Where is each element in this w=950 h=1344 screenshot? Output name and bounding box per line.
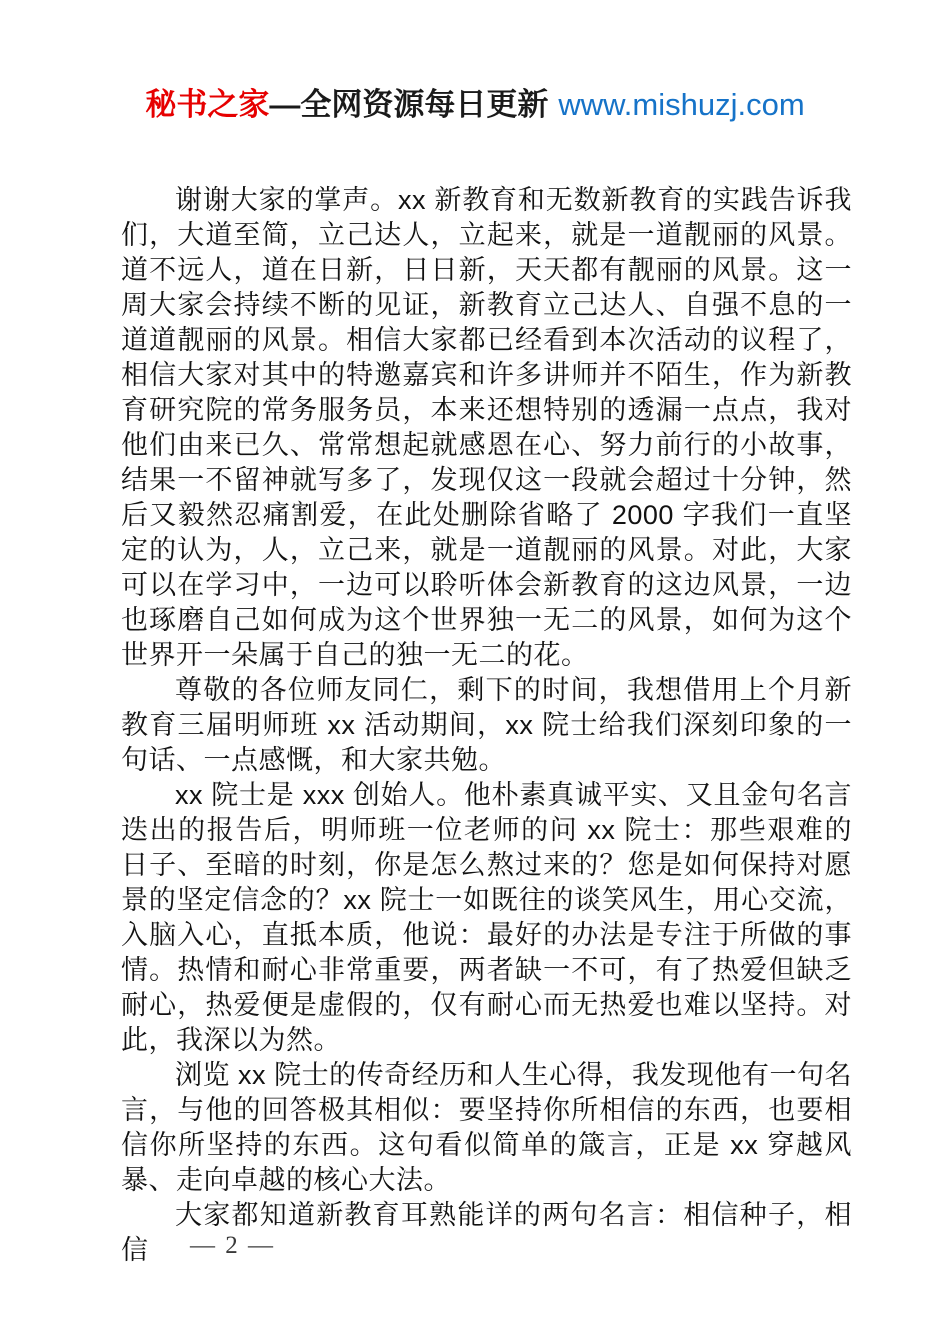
site-url: www.mishuzj.com [558, 87, 805, 122]
paragraph: 浏览 xx 院士的传奇经历和人生心得，我发现他有一句名言，与他的回答极其相似：要坚持你所相信的东西，也要相信你所坚持的东西。这句看似简单的箴言，正是 xx 穿越风暴、走向卓越的核心大法。 [121, 1060, 852, 1195]
page-footer [190, 1232, 275, 1260]
document-header [0, 86, 950, 124]
paragraph: xx 院士是 xxx 创始人。他朴素真诚平实、又且金句名言迭出的报告后，明师班一位老师的问 xx 院士：那些艰难的日子、至暗的时刻，你是怎么熬过来的？您是如何保持对愿景的坚定信念的？xx 院士一如既往的谈笑风生，用心交流，入脑入心，直抵本质，他说：最好的办法是专注于所做的事情。热情和耐心非常重要，两者缺一不可，有了热爱但缺乏耐心，热爱便是虚假的，仅有耐心而无热爱也难以坚持。对此，我深以为然。 [121, 780, 852, 1055]
document-body [121, 183, 852, 1268]
paragraph: 谢谢大家的掌声。xx 新教育和无数新教育的实践告诉我们，大道至简，立己达人，立起来，就是一道靓丽的风景。道不远人，道在日新，日日新，天天都有靓丽的风景。这一周大家会持续不断的见证，新教育立己达人、自强不息的一道道靓丽的风景。相信大家都已经看到本次活动的议程了，相信大家对其中的特邀嘉宾和许多讲师并不陌生，作为新教育研究院的常务服务员，本来还想特别的透漏一点点，我对他们由来已久、常常想起就感恩在心、努力前行的小故事，结果一不留神就写多了，发现仅这一段就会超过十分钟，然后又毅然忍痛割爱，在此处删除省略了 2000 字我们一直坚定的认为，人，立己来，就是一道靓丽的风景。对此，大家可以在学习中，一边可以聆听体会新教育的这边风景，一边也琢磨自己如何成为这个世界独一无二的风景，如何为这个世界开一朵属于自己的独一无二的花。 [121, 185, 852, 670]
page-number: — 2 — [190, 1232, 275, 1259]
paragraph: 大家都知道新教育耳熟能详的两句名言：相信种子，相信 [121, 1200, 852, 1265]
paragraph: 尊敬的各位师友同仁，剩下的时间，我想借用上个月新教育三届明师班 xx 活动期间，xx 院士给我们深刻印象的一句话、一点感慨，和大家共勉。 [121, 675, 852, 775]
brand-name: 秘书之家 [145, 87, 270, 122]
header-tagline: —全网资源每日更新 [269, 87, 549, 122]
